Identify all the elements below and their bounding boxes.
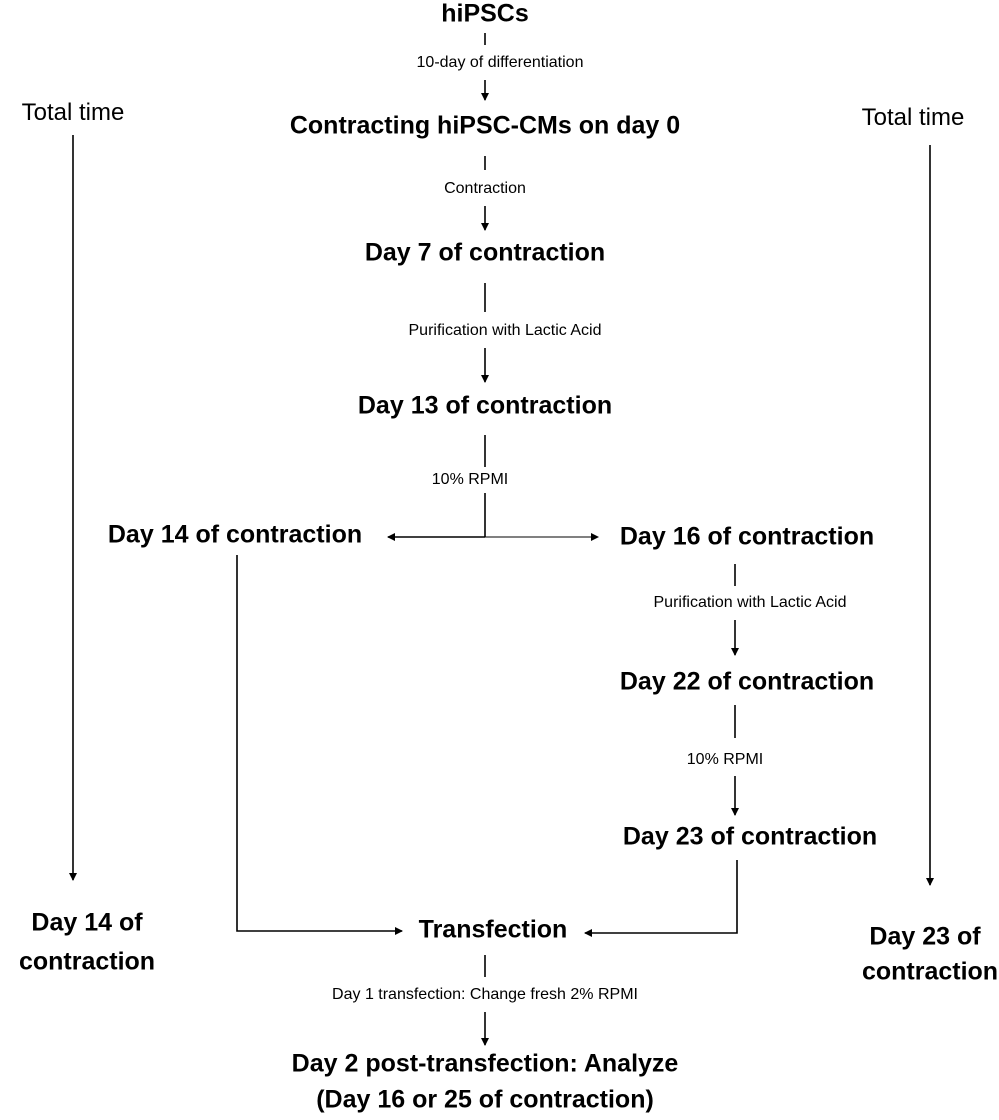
timeline-left-label: Total time [21, 99, 125, 126]
edge-label-purification-2: Purification with Lactic Acid [653, 594, 847, 611]
node-day7: Day 7 of contraction [364, 238, 606, 267]
node-day16: Day 16 of contraction [619, 522, 875, 551]
node-day0: Contracting hiPSC-CMs on day 0 [289, 111, 681, 140]
edge-label-differentiation: 10-day of differentiation [416, 54, 584, 71]
timeline-left-end-line2: contraction [18, 947, 156, 976]
node-analyze-line1: Day 2 post-transfection: Analyze [291, 1049, 679, 1078]
timeline-left-end-line1: Day 14 of [31, 908, 143, 937]
arrow-day23-to-transfection [585, 860, 737, 933]
node-day22: Day 22 of contraction [619, 667, 875, 696]
node-hipscs: hiPSCs [441, 0, 529, 28]
edge-label-contraction: Contraction [444, 180, 526, 197]
node-day13: Day 13 of contraction [357, 391, 613, 420]
node-analyze-line2: (Day 16 or 25 of contraction) [316, 1085, 654, 1114]
timeline-right-label: Total time [861, 104, 965, 131]
edge-label-change-medium: Day 1 transfection: Change fresh 2% RPMI [332, 986, 638, 1003]
node-day23: Day 23 of contraction [622, 822, 878, 851]
edge-label-rpmi-1: 10% RPMI [431, 471, 509, 488]
arrow-day14-to-transfection [237, 555, 402, 931]
timeline-right-end-line1: Day 23 of [869, 922, 981, 951]
timeline-right-end-line2: contraction [861, 957, 999, 986]
edge-label-purification-1: Purification with Lactic Acid [408, 322, 602, 339]
edge-label-rpmi-2: 10% RPMI [686, 751, 764, 768]
node-transfection: Transfection [418, 915, 568, 944]
node-day14: Day 14 of contraction [107, 520, 363, 549]
